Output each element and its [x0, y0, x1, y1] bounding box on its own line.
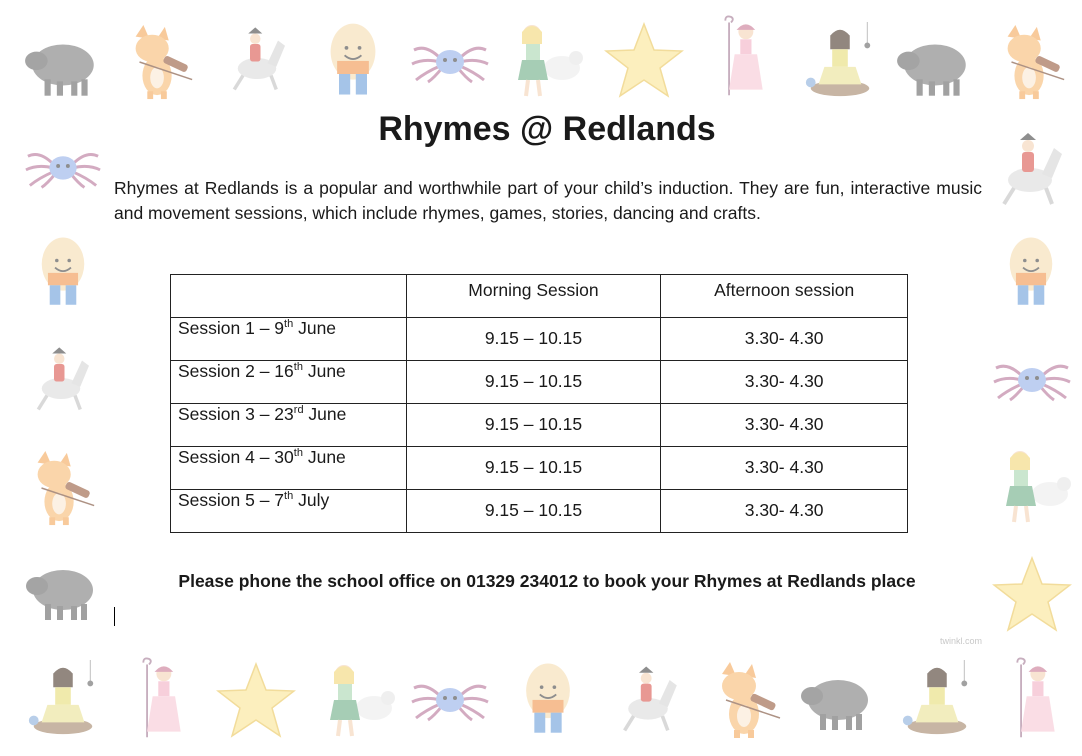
sheep-icon	[796, 670, 880, 734]
table-row	[171, 404, 908, 447]
bo-peep-icon	[716, 14, 772, 100]
spider-icon	[410, 672, 490, 722]
sheep-icon	[22, 34, 104, 100]
humpty-dumpty-icon	[320, 18, 386, 102]
table-row	[171, 447, 908, 490]
spider-icon	[992, 352, 1072, 402]
humpty-dumpty-icon	[516, 658, 580, 740]
cat-fiddle-icon	[706, 660, 786, 740]
table-header-row	[171, 275, 908, 318]
star-icon	[604, 22, 684, 98]
afternoon-time: 3.30- 4.30	[661, 318, 908, 361]
humpty-dumpty-icon	[32, 232, 94, 312]
session-label: Session 3 – 23rd June	[171, 404, 407, 447]
afternoon-time: 3.30- 4.30	[661, 490, 908, 533]
cat-fiddle-icon	[120, 22, 198, 102]
header-afternoon-session: Afternoon session	[661, 275, 908, 318]
afternoon-time: 3.30- 4.30	[661, 361, 908, 404]
miss-muffet-icon	[800, 22, 880, 100]
session-table	[170, 274, 908, 533]
bo-peep-icon	[1008, 656, 1064, 742]
afternoon-time: 3.30- 4.30	[661, 447, 908, 490]
girl-lamb-icon	[994, 446, 1074, 526]
girl-lamb-icon	[318, 660, 398, 740]
booking-instructions: Please phone the school office on 01329 234012 to book your Rhymes at Redlands place	[178, 571, 916, 591]
watermark: twinkl.com	[940, 636, 983, 646]
horse-rider-icon	[612, 658, 684, 738]
session-label: Session 1 – 9th June	[171, 318, 407, 361]
spider-icon	[410, 34, 490, 84]
morning-time: 9.15 – 10.15	[406, 318, 661, 361]
table-row	[171, 490, 908, 533]
cat-fiddle-icon	[22, 448, 100, 528]
miss-muffet-icon	[24, 660, 102, 738]
girl-lamb-icon	[506, 20, 586, 100]
morning-time: 9.15 – 10.15	[406, 404, 661, 447]
intro-paragraph: Rhymes at Redlands is a popular and worthwhile part of your child’s induction. They are fun, interactive music and movement sessions, which include rhymes, games, stories, dancing and crafts.	[114, 178, 982, 223]
cat-fiddle-icon	[992, 22, 1070, 102]
session-label: Session 2 – 16th June	[171, 361, 407, 404]
morning-time: 9.15 – 10.15	[406, 361, 661, 404]
table-row	[171, 318, 908, 361]
horse-rider-icon	[26, 338, 96, 418]
miss-muffet-icon	[898, 660, 976, 738]
page-title: Rhymes @ Redlands	[378, 110, 716, 148]
humpty-dumpty-icon	[1000, 232, 1062, 312]
morning-time: 9.15 – 10.15	[406, 447, 661, 490]
star-icon	[992, 556, 1072, 632]
session-label: Session 4 – 30th June	[171, 447, 407, 490]
header-morning-session: Morning Session	[406, 275, 661, 318]
table-row	[171, 361, 908, 404]
morning-time: 9.15 – 10.15	[406, 490, 661, 533]
afternoon-time: 3.30- 4.30	[661, 404, 908, 447]
star-icon	[216, 662, 296, 738]
header-cell-blank	[171, 275, 407, 318]
session-label: Session 5 – 7th July	[171, 490, 407, 533]
horse-rider-icon	[222, 18, 292, 98]
sheep-icon	[22, 560, 104, 624]
bo-peep-icon	[134, 656, 190, 742]
text-cursor[interactable]	[114, 607, 115, 626]
sheep-icon	[894, 34, 976, 100]
